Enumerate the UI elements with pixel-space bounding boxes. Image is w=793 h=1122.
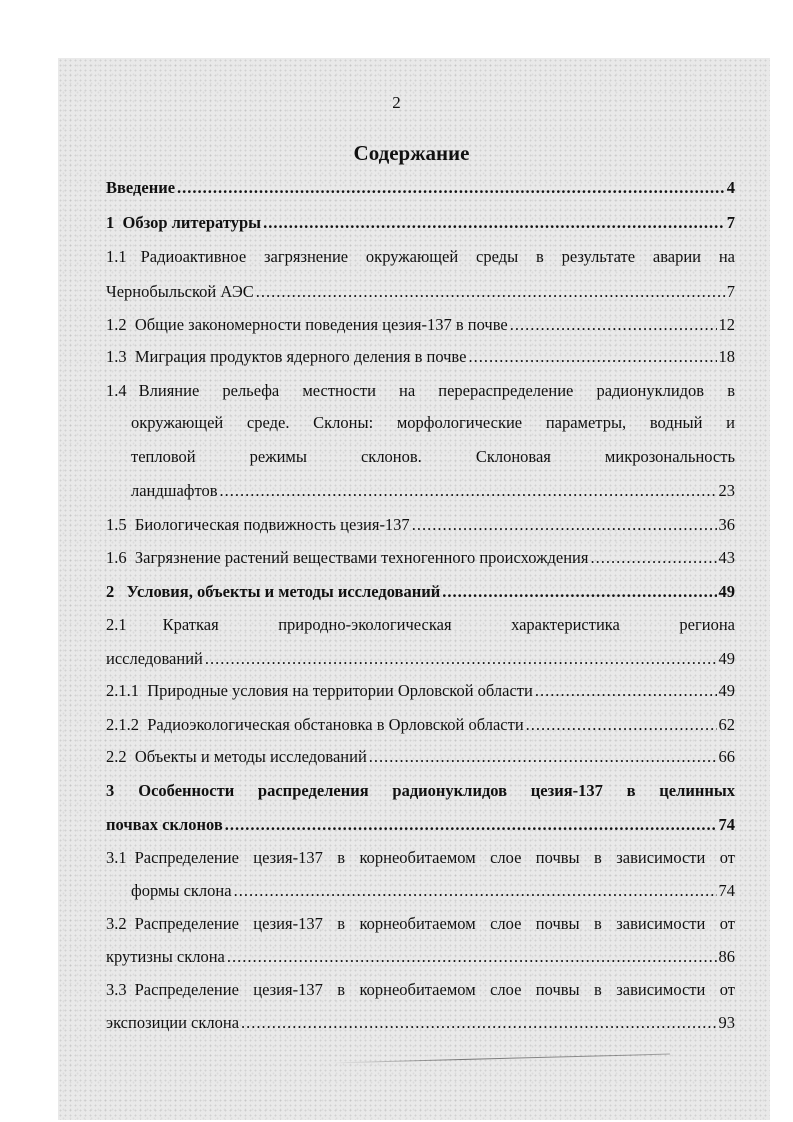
toc-entry-text: Миграция продуктов ядерного деления в почве (134, 347, 467, 366)
toc-entry-1-3[interactable] (106, 345, 735, 369)
toc-entry-text-line1: Влияние рельефа местности на перераспределение радионуклидов в (138, 381, 735, 400)
toc-entry-intro[interactable] (106, 176, 735, 200)
toc-entry-1-1-cont[interactable] (106, 280, 735, 304)
toc-entry-3-2[interactable] (106, 912, 735, 936)
toc-entry-text-line2: экспозиции склона (106, 1013, 240, 1032)
toc-entry-text-line1: Распределение цезия-137 в корнеобитаемом слое почвы в зависимости от (134, 914, 735, 933)
toc-entry-1-2[interactable] (106, 313, 735, 337)
toc-entry-page: 7 (726, 213, 735, 232)
toc-entry-text-line4: ландшафтов (131, 481, 218, 500)
toc-entry-text-line2: Чернобыльской АЭС (106, 282, 254, 301)
toc-entry-num: 3.3 (106, 980, 127, 999)
leader-dots (412, 513, 717, 537)
toc-entry-1-4[interactable] (106, 379, 735, 403)
leader-dots (263, 211, 725, 235)
toc-entry-2[interactable] (106, 580, 735, 604)
toc-entry-1-4-line2: окружающей среде. Склоны: морфологические параметры, водный и (131, 413, 735, 432)
toc-entry-2-1[interactable] (106, 613, 735, 637)
toc-entry-page: 74 (718, 881, 735, 900)
toc-entry-page: 4 (726, 178, 735, 197)
toc-entry-page: 43 (718, 548, 735, 567)
leader-dots (227, 945, 717, 969)
toc-entry-text-line1: Радиоактивное загрязнение окружающей среды в результате аварии на (140, 247, 735, 266)
leader-dots (590, 546, 716, 570)
leader-dots (442, 580, 716, 604)
toc-entry-3-1[interactable] (106, 846, 735, 870)
toc-entry-page: 23 (718, 481, 735, 500)
toc-entry-2-1-2[interactable] (106, 713, 735, 737)
toc-entry-num: 1.1 (106, 247, 127, 266)
toc-entry-3-cont[interactable] (106, 813, 735, 837)
toc-entry-1-1[interactable] (106, 245, 735, 269)
toc-entry-page: 36 (718, 515, 735, 534)
toc-entry-text-line2: крутизны склона (106, 947, 225, 966)
toc-entry-page: 93 (718, 1013, 735, 1032)
toc-entry-2-1-1[interactable] (106, 679, 735, 703)
toc-entry-text: Обзор литературы (122, 213, 262, 232)
toc-entry-text: Условия, объекты и методы исследований (126, 582, 441, 601)
page-number: 2 (392, 93, 401, 112)
toc-entry-page: 49 (718, 649, 735, 668)
toc-entry-page: 7 (726, 282, 735, 301)
toc-entry-page: 62 (718, 715, 735, 734)
toc-entry-num: 2 (106, 582, 115, 601)
toc-entry-num: 3.2 (106, 914, 127, 933)
toc-entry-page: 18 (718, 347, 735, 366)
toc-entry-text-line1: Распределение цезия-137 в корнеобитаемом слое почвы в зависимости от (134, 980, 735, 999)
toc-entry-num: 1 (106, 213, 115, 232)
toc-entry-1-4-line3: тепловой режимы склонов. Склоновая микрозональность (131, 447, 735, 466)
toc-entry-text-line1: Особенности распределения радионуклидов цезия-137 в целинных (138, 781, 735, 800)
toc-entry-page: 12 (718, 315, 735, 334)
toc-entry-text: Радиоэкологическая обстановка в Орловской области (147, 715, 524, 734)
toc-entry-num: 2.1.2 (106, 715, 139, 734)
toc-entry-3-2-cont[interactable] (106, 945, 735, 969)
toc-entry-num: 3.1 (106, 848, 127, 867)
leader-dots (205, 647, 717, 671)
toc-entry-text: Объекты и методы исследований (134, 747, 367, 766)
toc-entry-num: 2.1.1 (106, 681, 139, 700)
toc-entry-text-line2: исследований (106, 649, 203, 668)
leader-dots (468, 345, 716, 369)
leader-dots (256, 280, 725, 304)
leader-dots (241, 1011, 716, 1035)
toc-entry-2-1-cont[interactable] (106, 647, 735, 671)
leader-dots (177, 176, 725, 200)
toc-entry-num: 2.1 (106, 615, 127, 634)
toc-entry-text: Общие закономерности поведения цезия-137 в почве (134, 315, 508, 334)
toc-entry-1[interactable] (106, 211, 735, 235)
toc-entry-page: 74 (718, 815, 735, 834)
toc-entry-3-3-cont[interactable] (106, 1011, 735, 1035)
toc-entry-text-line1: Краткая природно-экологическая характеристика региона (162, 615, 735, 634)
toc-entry-num: 2.2 (106, 747, 127, 766)
leader-dots (225, 813, 717, 837)
toc-entry-text-line1: Распределение цезия-137 в корнеобитаемом слое почвы в зависимости от (134, 848, 735, 867)
toc-entry-3-1-cont[interactable] (131, 879, 735, 903)
leader-dots (510, 313, 717, 337)
toc-entry-num: 1.2 (106, 315, 127, 334)
toc-entry-page: 49 (718, 582, 735, 601)
toc-entry-1-5[interactable] (106, 513, 735, 537)
toc-entry-num: 1.6 (106, 548, 127, 567)
toc-entry-text: Введение (106, 178, 176, 197)
leader-dots (369, 745, 717, 769)
toc-entry-1-4-cont[interactable] (131, 479, 735, 503)
toc-entry-text: Биологическая подвижность цезия-137 (134, 515, 410, 534)
leader-dots (234, 879, 717, 903)
toc-entry-text-line2: почвах склонов (106, 815, 223, 834)
leader-dots (526, 713, 717, 737)
toc-entry-page: 49 (718, 681, 735, 700)
toc-entry-2-2[interactable] (106, 745, 735, 769)
toc-entry-text: Природные условия на территории Орловской области (147, 681, 533, 700)
toc-entry-1-6[interactable] (106, 546, 735, 570)
toc-entry-page: 86 (718, 947, 735, 966)
toc-entry-page: 66 (718, 747, 735, 766)
leader-dots (535, 679, 717, 703)
toc-entry-text-line2: формы склона (131, 881, 232, 900)
toc-entry-num: 3 (106, 781, 115, 800)
toc-entry-num: 1.4 (106, 381, 127, 400)
toc-entry-3[interactable] (106, 779, 735, 803)
toc-title: Содержание (353, 141, 470, 165)
toc-entry-num: 1.3 (106, 347, 127, 366)
leader-dots (220, 479, 717, 503)
toc-entry-3-3[interactable] (106, 978, 735, 1002)
toc-entry-num: 1.5 (106, 515, 127, 534)
toc-entry-text: Загрязнение растений веществами техногенного происхождения (134, 548, 589, 567)
